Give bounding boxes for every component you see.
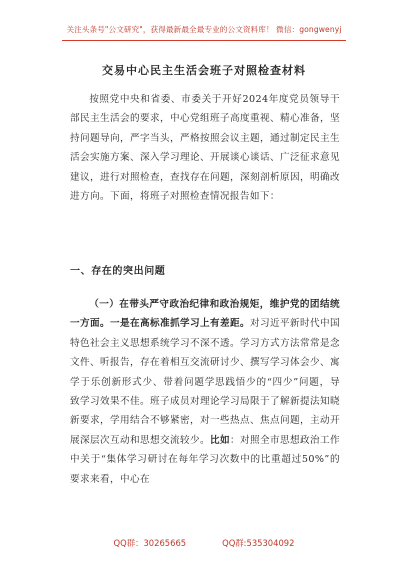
example-label: 比如: [210, 434, 230, 446]
subsection-heading: （一）在带头严守政治纪律和政治规矩，维护党的团结统一方面。一是在高标准抓学习上有差距。: [70, 299, 340, 330]
footer-contact: [0, 537, 408, 549]
example-text: ：对照全市思想政治工作中关于“集体学习研讨在每年学习次数中的比重超过50%”的要求来看，中心在: [70, 434, 340, 485]
intro-paragraph: 按照党中央和省委、市委关于开好2024年度党员领导干部民主生活会的要求，中心党组班子高度重视、精心准备，坚持问题导向，严字当头，严格按照会议主题，通过制定民主生活会实施方案、深入学习理论、开展谈心谈话、广泛征求意见建议，进行对照检查，查找存在问题，深刻剖析原因，明确改进方向。下面，将班子对照检查情况报告如下：: [70, 94, 340, 203]
header-note: 关注头条号"公文研究"，获得最新最全最专业的公文资料库！ 微信：gongwenyj: [66, 25, 342, 34]
section-body-text: 对习近平新时代中国特色社会主义思想系统学习不深不透。学习方式方法常常是念文件、听报告，存在着相互交流研讨少、撰写学习体会少、寓学于乐创新形式少、带着问题学思践悟少的“四少”问题，导致学习效果不佳。班子成员对理论学习局限于了解新提法知晓新要求，学用结合不够紧密，对一些热点、焦点问题，主动开展深层次互动和思想交流较少。: [70, 318, 340, 446]
header-divider: [62, 40, 346, 41]
section-paragraph: [70, 295, 340, 489]
section-heading: 一、存在的突出问题: [70, 266, 166, 277]
footer-qq-group-1: QQ群：30265665: [113, 538, 187, 548]
footer-qq-group-2: QQ群:535304092: [222, 538, 295, 548]
document-title: 交易中心民主生活会班子对照检查材料: [102, 64, 306, 77]
